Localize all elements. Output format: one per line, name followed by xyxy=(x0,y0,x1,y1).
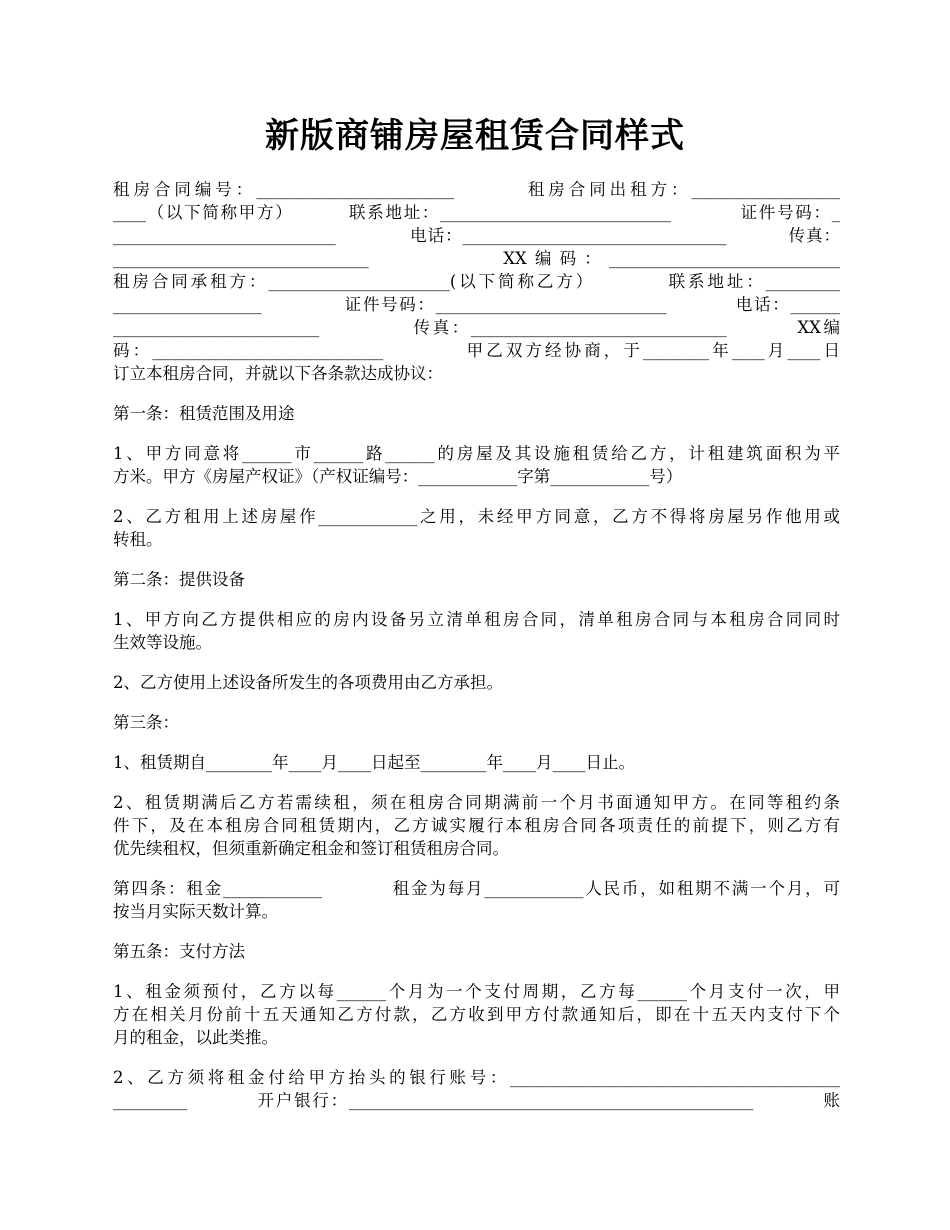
text-line: 2、乙方租用上述房屋作____________之用，未经甲方同意，乙方不得将房屋另作他用或 xyxy=(113,507,840,526)
text-line: 第二条：提供设备 xyxy=(113,570,245,589)
text-line: 第三条： xyxy=(113,713,179,732)
text-line: 2、乙方使用上述设备所发生的各项费用由乙方承担。 xyxy=(113,673,503,692)
text-line: 码：____________________________ 甲乙双方经协商，于________年____月____日 xyxy=(113,341,840,360)
text-line: 1、甲方向乙方提供相应的房内设备另立清单租房合同，清单租房合同与本租房合同同时 xyxy=(113,610,840,629)
paragraph-gap xyxy=(113,774,840,791)
text-line: 1、租赁期自________年____月____日起至________年____月____日止。 xyxy=(113,753,635,772)
text-line: _________________________ 传真：_______________________________ XX编 xyxy=(113,318,840,337)
text-line: 转租。 xyxy=(113,530,163,549)
text-line: 租房合同编号：________________________ 租房合同出租方：__________________ xyxy=(113,180,840,199)
document-title: 新版商铺房屋租赁合同样式 xyxy=(265,116,685,156)
text-line: ___________________________ 电话：________________________________ 传真： xyxy=(113,226,840,245)
paragraph-gap xyxy=(113,734,840,751)
paragraph-gap xyxy=(113,654,840,671)
paragraph-gap xyxy=(113,591,840,608)
paragraph-gap xyxy=(113,551,840,568)
paragraph-gap xyxy=(113,488,840,505)
text-line: 按当月实际天数计算。 xyxy=(113,902,278,921)
text-line: 优先续租权，但须重新确定租金和签订租赁租房合同。 xyxy=(113,839,509,858)
text-line: ____（以下简称甲方） 联系地址：____________________________ 证件号码：_ xyxy=(113,203,840,222)
paragraph-gap xyxy=(113,923,840,940)
text-line: _______________________________ XX编码：____________________________ xyxy=(113,249,840,268)
paragraph-gap xyxy=(113,385,840,402)
text-line: 第四条：租金____________ 租金为每月____________人民币，如租期不满一个月，可 xyxy=(113,879,840,898)
text-line: _________ 开户银行：_________________________________________________ 账 xyxy=(113,1091,840,1110)
text-line: 租房合同承租方：______________________(以下简称乙方） 联系地址：_________ xyxy=(113,272,840,291)
document-body xyxy=(113,178,840,1112)
text-line: 2、乙方须将租金付给甲方抬头的银行账号：________________________________________ xyxy=(113,1068,840,1087)
text-line: 月的租金，以此类推。 xyxy=(113,1028,278,1047)
text-line: 方米。甲方《房屋产权证》（产权证编号：____________字第____________号） xyxy=(113,467,683,486)
text-line: 生效等设施。 xyxy=(113,633,212,652)
text-line: 件下，及在本租房合同租赁期内，乙方诚实履行本租房合同各项责任的前提下，则乙方有 xyxy=(113,816,840,835)
text-line: 第五条：支付方法 xyxy=(113,942,245,961)
paragraph-gap xyxy=(113,1049,840,1066)
text-line: 1、甲方同意将______市______路______的房屋及其设施租赁给乙方，计租建筑面积为平 xyxy=(113,444,840,463)
text-line: __________________ 证件号码：____________________________ 电话：______ xyxy=(113,295,840,314)
text-line: 订立本租房合同，并就以下各条款达成协议： xyxy=(113,364,443,383)
paragraph-gap xyxy=(113,694,840,711)
text-line: 方在相关月份前十五天通知乙方付款，乙方收到甲方付款通知后，即在十五天内支付下个 xyxy=(113,1005,840,1024)
text-line: 2、租赁期满后乙方若需续租，须在租房合同期满前一个月书面通知甲方。在同等租约条 xyxy=(113,793,840,812)
paragraph-gap xyxy=(113,963,840,980)
paragraph-gap xyxy=(113,860,840,877)
text-line: 第一条：租赁范围及用途 xyxy=(113,404,295,423)
text-line: 1、租金须预付，乙方以每______个月为一个支付周期，乙方每______个月支付一次，甲 xyxy=(113,982,840,1001)
paragraph-gap xyxy=(113,425,840,442)
